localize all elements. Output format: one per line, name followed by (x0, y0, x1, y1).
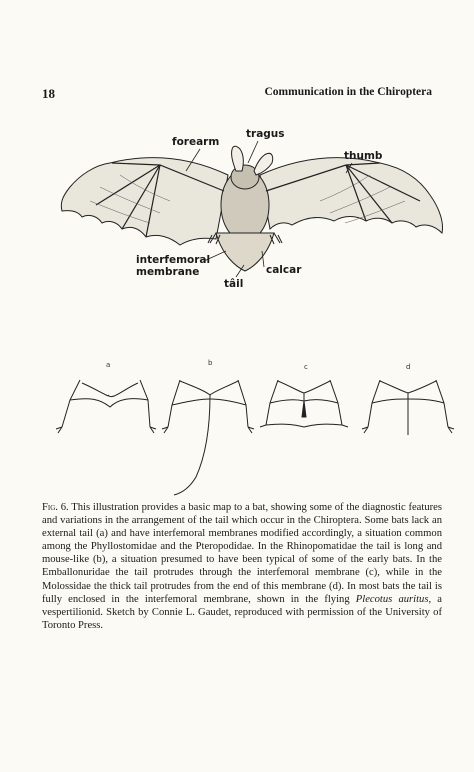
left-ear (232, 146, 244, 171)
label-calcar: calcar (266, 264, 302, 276)
label-interfemoral: interfemoral (136, 254, 211, 266)
label-membrane: membrane (136, 266, 200, 278)
variant-label-a: a (106, 361, 111, 369)
variant-c-drawing (260, 380, 348, 427)
page-number: 18 (42, 86, 55, 101)
figure-label: Fig. 6. (42, 502, 69, 513)
running-head: Communication in the Chiroptera (264, 86, 432, 98)
variant-a-drawing (56, 380, 156, 433)
right-wing (260, 158, 443, 233)
tail-variants-illustration (0, 355, 474, 500)
variant-label-d: d (406, 363, 411, 371)
label-tail: tâil (224, 278, 244, 290)
caption-text-2: , a vespertilionid. Sketch by Connie L. Gaudet, reproduced with permission of the University of Toronto Press. (42, 593, 442, 631)
left-wing (61, 158, 228, 245)
label-tragus: tragus (246, 128, 285, 140)
caption-text-1: This illustration provides a basic map to a bat, showing some of the diagnostic features and variations in the arrangement of the tail which occur in the Chiroptera. Some bats lack an external tail (a) and have interfemoral membranes modified accordingly, a situation common among the Phyllostomidae and the Pteropodidae. In the Rhinopomatidae the tail is long and mouse-like (b), a situation presumed to have been typical of some of the early bats. In the Emballonuridae the tail protrudes through the interfemoral membrane (c), while in the Molossidae the thick tail protrudes from the end of this membrane (d). In most bats the tail is fully enclosed in the interfemoral membrane, shown in the flying (42, 502, 442, 605)
variant-b-drawing (162, 380, 254, 495)
bat-illustration (0, 105, 474, 305)
variant-d-drawing (362, 380, 454, 435)
label-forearm: forearm (172, 136, 220, 148)
variant-label-c: c (304, 363, 308, 371)
label-thumb: thumb (344, 150, 383, 162)
figure-caption (42, 501, 442, 632)
variant-label-b: b (208, 359, 213, 367)
species-name: Plecotus auritus (355, 593, 429, 605)
